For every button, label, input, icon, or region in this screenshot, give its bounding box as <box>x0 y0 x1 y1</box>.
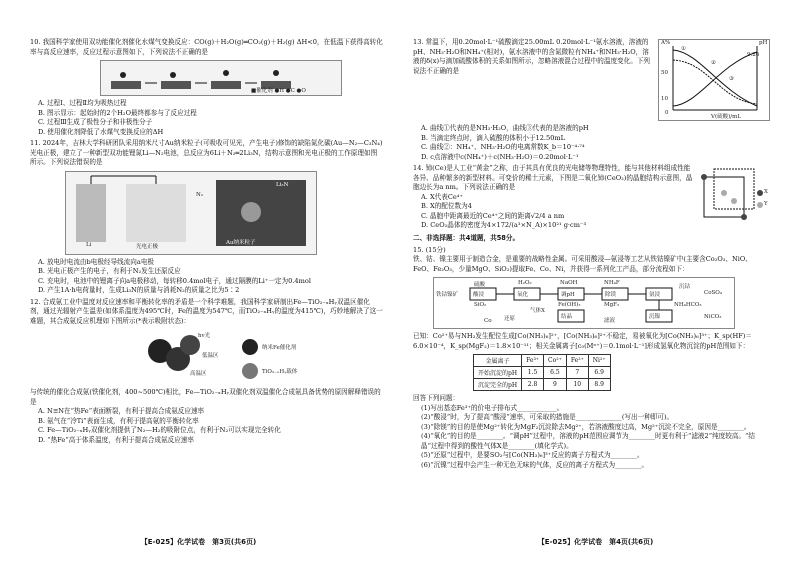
table-cell: 9 <box>544 379 567 391</box>
q12-stem: 12. 合成氨工业中温度对反应速率和平衡转化率的矛盾是一个科学难题，我国科学家研制出Fe—TiO₂₋ₓHᵧ双温区催化剂，通过光辐射产生温差(如体系温度为495℃时，Fe的温度为547℃，而TiO₂₋ₓHᵧ的温度为415℃)，巧妙地解决了这一难题，其合成氨反应机理如下图所示(*表示吸附状态)： <box>30 297 383 325</box>
flow-coso4: CoSO₄ <box>704 290 723 296</box>
table-cell: 2.8 <box>522 379 544 391</box>
flow-reduce: 还原 <box>504 316 516 322</box>
q11-label-cathode: 光电正极 <box>136 243 159 250</box>
q14-legend-y: Y <box>764 201 768 207</box>
flow-naoh: NaOH <box>560 280 578 286</box>
q13-y2label: pH <box>759 40 768 46</box>
q13-option-d: D. c点溶液中c(NH₄⁺)＋c(NH₃·H₂O)＝0.20mol·L⁻¹ <box>421 152 579 161</box>
flow-gas-x: 气体X <box>530 308 545 314</box>
q15-sub-2: (2)“酸浸”时，为了提高“酸浸”速率，可采取的措施是______________(写出一种即可)。 <box>421 413 674 421</box>
q14-unit-cell <box>698 165 770 229</box>
table-row <box>474 367 611 379</box>
q13-option-c: C. 曲线②：NH₄⁺、NH₃·H₂O的电离常数K_b＝10⁻⁴·⁷⁴ <box>421 143 585 151</box>
q13-option-b: B. 当滴定终点时，滴入硫酸的体积小于12.50mL <box>421 133 566 142</box>
q14-option-b: B. X的配位数为4 <box>421 202 472 210</box>
section-2-heading: 二、非选择题：共4道题，共58分。 <box>413 234 520 242</box>
table-head-ni2: Ni²⁺ <box>588 355 610 367</box>
flow-nh4hco3: NH₄HCO₃ <box>674 302 702 308</box>
q11-stem: 11. 2024年，吉林大学科研团队采用纳米尺寸Au纳米粒子(可吸收可见光，产生电子)修饰的缺陷氮化碳(Au—N₂—C₃N₄)光电正极，建立了一种新型双功能锂氮Li—N₂电池，总反应为6Li＋N₂═2Li₃N，结构示意图和光电正极的工作原理如图所示。下列说法错误的是 <box>30 139 383 166</box>
q14-legend-x: X <box>764 189 768 195</box>
q14-option-a: A. X代表Ce⁴⁺ <box>421 192 463 201</box>
q15-stem: 铁、钴、镍主要用于制造合金，是重要的战略性金属。可采用酸浸—氨浸等工艺从铁钴镍矿中(主要含Co₂O₃、NiO、FeO、Fe₂O₃，少量MgO、SiO₂)提取Fe、Co、Ni，并获得一系列化工产品，部分流程如下： <box>413 255 752 273</box>
q15-sub-1: (1)写出基态Fe³⁺的价电子排布式____________。 <box>421 403 564 412</box>
q12-option-c: C. Fe—TiO₂₋ₓHᵧ双催化剂提供了N₂—H₂的吸附位点，有利于N₂可以实现完全转化 <box>38 426 281 434</box>
q13-mark-1: ① <box>681 46 686 52</box>
flow-feoh3: Fe(OH)₃ <box>558 302 581 308</box>
table-cell: 7 <box>566 367 588 379</box>
flow-ni-precip: 沉镍 <box>649 314 661 320</box>
q10-legend: ■催化剂 ●H ●C ●O <box>251 88 306 94</box>
q13-mark-2: ② <box>711 60 716 66</box>
table-head-fe3: Fe³⁺ <box>522 355 544 367</box>
table-row <box>474 379 611 391</box>
table-cell: 沉淀完全的pH <box>474 379 522 391</box>
q13-ylabel: A% <box>661 40 671 46</box>
table-cell: 1.5 <box>522 367 544 379</box>
table-cell: 开始沉淀的pH <box>474 367 522 379</box>
q15-prompt: 回答下列问题： <box>413 394 460 402</box>
flow-crystal: 结晶 <box>561 314 573 320</box>
q11-label-li3n: Li₃N <box>276 181 289 188</box>
flow-nico3: NiCO₃ <box>704 314 722 320</box>
q10-figure <box>100 60 342 96</box>
q11-option-c: C. 充电时，电池中的锂离子向a电极移动，每转移0.4mol电子，通过隔膜的Li⁺一定为0.4mol <box>38 276 311 285</box>
q14-option-c: C. 晶胞中距离最近的Ce⁴⁺之间的距离√2/4 a nm <box>421 211 565 220</box>
q10-option-a: A. 过程Ⅰ、过程Ⅱ均为吸热过程 <box>38 99 127 107</box>
table-head-fe2: Fe²⁺ <box>566 355 588 367</box>
q15-number: 15. (15分) <box>413 245 446 254</box>
flow-ammonia: 氨浸 <box>649 292 661 298</box>
right-page <box>397 0 794 561</box>
table-cell: 6.5 <box>544 367 567 379</box>
right-page-footer: 【E-025】化学试卷 第4页(共6页) <box>537 538 654 546</box>
q12-label-low: 低温区 <box>202 353 219 359</box>
crystal-cell-diagram <box>698 165 770 229</box>
flow-oxidize: 氧化 <box>517 292 529 298</box>
q13-tick-10: 10 <box>661 96 668 102</box>
table-cell: 6.9 <box>588 367 610 379</box>
flow-acid: 硫酸 <box>474 282 486 288</box>
q15-flowchart <box>433 277 735 329</box>
q12-label-hv: hv光 <box>198 333 211 339</box>
flow-mgf2: MgF₂ <box>604 302 620 308</box>
q13-graph <box>658 39 770 121</box>
table-cell: 10 <box>566 379 588 391</box>
q13-tick-0: 0 <box>665 110 669 116</box>
flow-leach: 酸浸 <box>473 292 485 298</box>
q14-option-d: D. CeO₂晶体的密度为4×172/(a³×N_A)×10²¹ g·cm⁻³ <box>421 221 587 229</box>
q11-figure <box>65 171 317 255</box>
q11-option-d: D. 产生1A·h电荷量时，生成Li₃N的质量与消耗N₂的质量之比为5∶2 <box>38 286 240 294</box>
table-head-ion: 金属离子 <box>474 355 522 367</box>
q11-label-li: Li <box>86 241 92 248</box>
q11-option-a: A. 放电时电流由b电极经导线流向a电极 <box>38 257 155 266</box>
q12-label-tio2: TiO₂₋ₓHᵧ载体 <box>262 369 298 375</box>
q12-label-high: 高温区 <box>190 371 207 377</box>
q10-stem: 10. 我国科学家使用双功能催化剂催化水煤气变换反应：CO(g)＋H₂O(g)═CO₂(g)＋H₂(g) ΔH<0，在低温下获得高转化率与高反应速率，反应过程示意图如下，下列说法不正确的是 <box>30 38 383 56</box>
q15-sub-5: (5)“还原”过程中，是要SO₂与[Co(NH₃)₆]³⁺反应的离子方程式为________。 <box>421 451 644 459</box>
q12-label-fe: 纳米Fe催化剂 <box>262 345 297 351</box>
q13-stem: 13. 常温下，用0.20mol·L⁻¹硫酸滴定25.00mL 0.20mol·L⁻¹氨水溶液，溶液的pH、NH₃·H₂O和NH₄⁺(相对)，氨水溶液中的含氮微粒有NH₄⁺和NH₃·H₂O，溶液的δ(x)与滴加硫酸体积的关系如图所示，忽略溶液混合过程中的温度变化。下列说法不正确的是 <box>413 38 651 75</box>
q13-mark-3: ③ <box>729 76 734 82</box>
flow-filtrate: 滤液 <box>604 318 616 324</box>
left-page-footer: 【E-025】化学试卷 第3页(共6页) <box>140 538 257 546</box>
flow-co-precip: 沉钴 <box>679 284 691 290</box>
table-head-co2: Co²⁺ <box>544 355 567 367</box>
q13-option-a: A. 曲线①代表的是NH₃·H₂O，曲线③代表的是溶液的pH <box>421 124 589 132</box>
q12-option-d: D. “热Fe”高于体系温度，有利于提高合成氨反应速率 <box>38 435 194 444</box>
flow-demg: 除镁 <box>605 292 617 298</box>
flow-ore: 铁钴镍矿 <box>436 292 459 298</box>
q15-ph-table <box>473 354 611 391</box>
q10-option-b: B. 图示显示：起始时的2个H₂O最终都参与了反应过程 <box>38 108 197 117</box>
q13-value: 9.26 <box>747 52 760 58</box>
flow-co: Co <box>484 318 492 324</box>
q10-option-c: C. 过程Ⅲ生成了极性分子和非极性分子 <box>38 118 153 126</box>
q12-tail: 与传统的催化合成氨(铁催化剂，400~500℃)相比，Fe—TiO₂₋ₓHᵧ双催化剂双温催化合成氨具备优势的原因解释错误的是 <box>30 388 381 406</box>
q11-label-au: Au纳米粒子 <box>226 239 256 246</box>
q14-stem: 14. 铈(Ce)是人工业“黄金”之称，由于其具有优良的光电储等物理特性，能与其他材料组成性能各异、品种繁多的新型材料。可变价的稀土元素，下图是二氧化铈(CeO₂)的晶胞结构示意图，晶胞边长为a nm。下列说法正确的是 <box>413 164 693 191</box>
q12-option-a: A. N≡N在“热Fe”表面断裂，有利于提高合成氨反应速率 <box>38 407 205 415</box>
flow-nh4f: NH₄F <box>604 280 620 286</box>
q10-option-d: D. 使用催化剂降低了水煤气变换反应的ΔH <box>38 127 164 136</box>
q12-figure <box>110 329 330 385</box>
q15-sub-3: (3)“除镁”的目的是使Mg²⁺转化为MgF₂沉淀除去Mg²⁺，若溶液酸度过高，Mg²⁺沉淀不完全，原因是________。 <box>421 422 751 431</box>
q13-xlabel: V(硫酸)/mL <box>711 114 741 120</box>
mechanism-diagram <box>110 329 330 385</box>
flow-ph: 调pH <box>561 292 575 298</box>
flow-h2o2: H₂O₂ <box>518 280 532 286</box>
q15-sub-6: (6)“沉镍”过程中会产生一种无色无味的气体，反应的离子方程式为________。 <box>421 460 649 469</box>
q11-label-n2: N₂ <box>196 191 204 198</box>
flow-sio2: SiO₂ <box>474 302 487 308</box>
q15-known: 已知：Co²⁺易与NH₃发生配位生成[Co(NH₃)₆]²⁺，[Co(NH₃)₆]²⁺不稳定，易被氧化为[Co(NH₃)₆]³⁺；K_sp(HF)＝6.0×10⁻⁴，K_sp(MgF₂)＝1.8×10⁻¹¹；相关金属离子[c₀(Mⁿ⁺)＝0.1mol·L⁻¹]形成氢氧化物沉淀的pH范围如下： <box>413 332 752 350</box>
q15-sub-4: (4)“氧化”的目的是________。“调pH”过程中，溶液的pH范围应调节为________时更有利于“滤液2”纯度较高。“结晶”过程中得到的酸性气体X是________(填化学式)。 <box>421 432 756 450</box>
q12-option-b: B. 氨气在“冷Ti”表面生成，有利于提高氨的平衡转化率 <box>38 416 199 425</box>
q11-option-b: B. 光电正极产生的电子，有利于N₂发生还原反应 <box>38 267 181 275</box>
q13-tick-50: 50 <box>661 70 668 76</box>
table-cell: 8.9 <box>588 379 610 391</box>
